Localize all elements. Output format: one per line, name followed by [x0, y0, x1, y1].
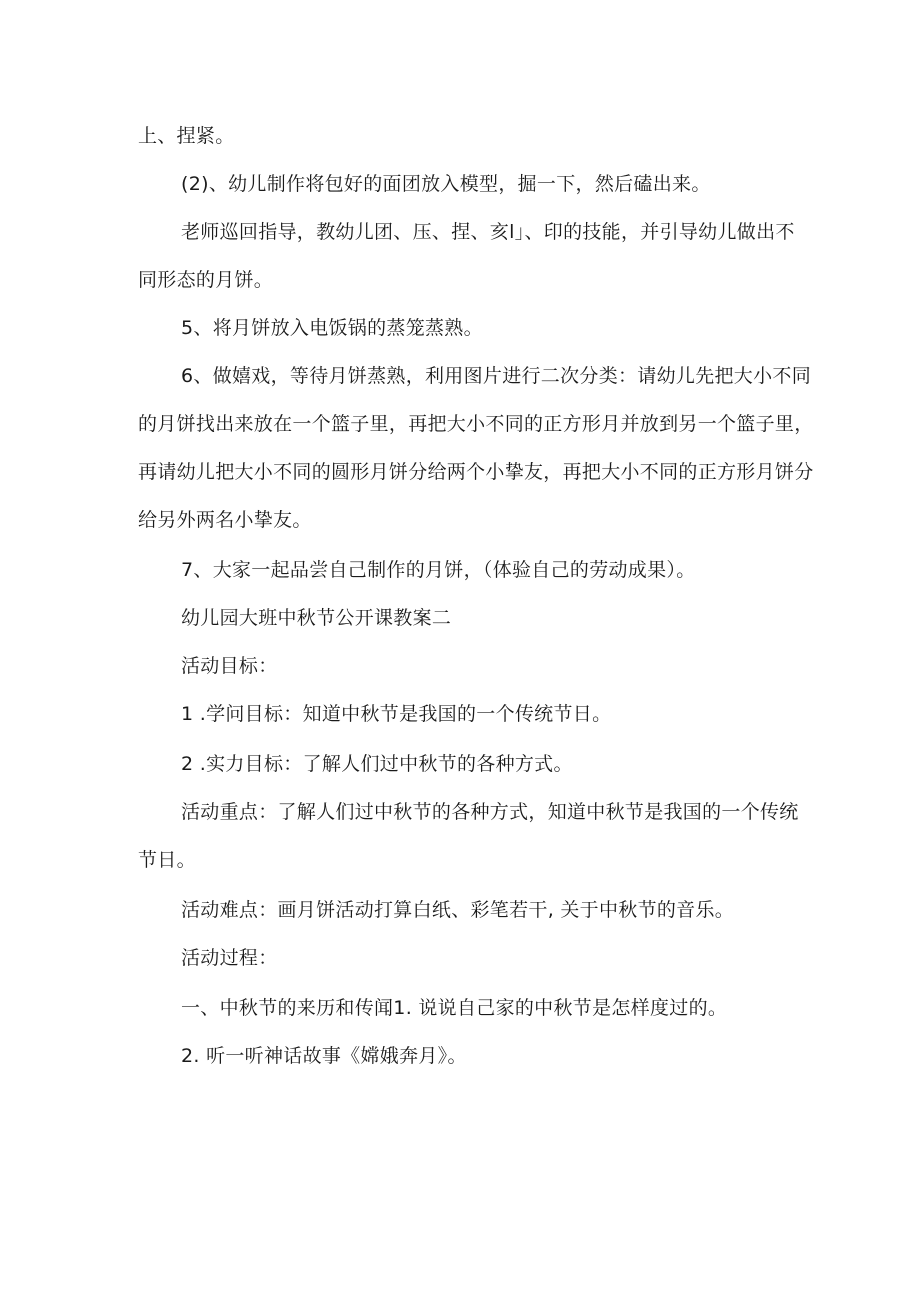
text-line: 5、将月饼放入电饭锅的蒸笼蒸熟。 [181, 317, 483, 339]
section-heading: 幼儿园大班中秋节公开课教案二 [181, 607, 452, 629]
text-line: 活动重点：了解人们过中秋节的各种方式，知道中秋节是我国的一个传统 [181, 801, 799, 823]
text-line: 2. 听一听神话故事《嫦娥奔月》。 [181, 1045, 467, 1067]
text-line: 的月饼找出来放在一个篮子里，再把大小不同的正方形月并放到另一个篮子里， [138, 413, 814, 435]
text-line: 一、中秋节的来历和传闻1. 说说自己家的中秋节是怎样度过的。 [181, 997, 728, 1019]
text-line: 活动难点：画月饼活动打算白纸、彩笔若干, 关于中秋节的音乐。 [181, 899, 735, 921]
list-item: 2 .实力目标：了解人们过中秋节的各种方式。 [181, 753, 573, 775]
text-line: 给另外两名小挚友。 [138, 509, 312, 531]
text-line: 再请幼儿把大小不同的圆形月饼分给两个小挚友，再把大小不同的正方形月饼分 [138, 461, 814, 483]
text-line: 上、捏紧。 [138, 125, 235, 147]
text-line: 同形态的月饼。 [138, 269, 274, 291]
text-line: 老师巡回指导，教幼儿团、压、捏、亥l」、印的技能，并引导幼儿做出不 [181, 221, 795, 243]
text-line: 7、大家一起品尝自己制作的月饼，（体验自己的劳动成果）。 [181, 559, 696, 581]
text-line: 活动过程： [181, 947, 278, 969]
list-item: 1 .学问目标：知道中秋节是我国的一个传统节日。 [181, 703, 612, 725]
text-line: 节日。 [138, 849, 196, 871]
text-line: 6、做嬉戏，等待月饼蒸熟，利用图片进行二次分类：请幼儿先把大小不同 [181, 365, 811, 387]
text-line: (2)、幼儿制作将包好的面团放入模型，掘一下，然后磕出来。 [181, 173, 711, 195]
text-line: 活动目标： [181, 655, 278, 677]
